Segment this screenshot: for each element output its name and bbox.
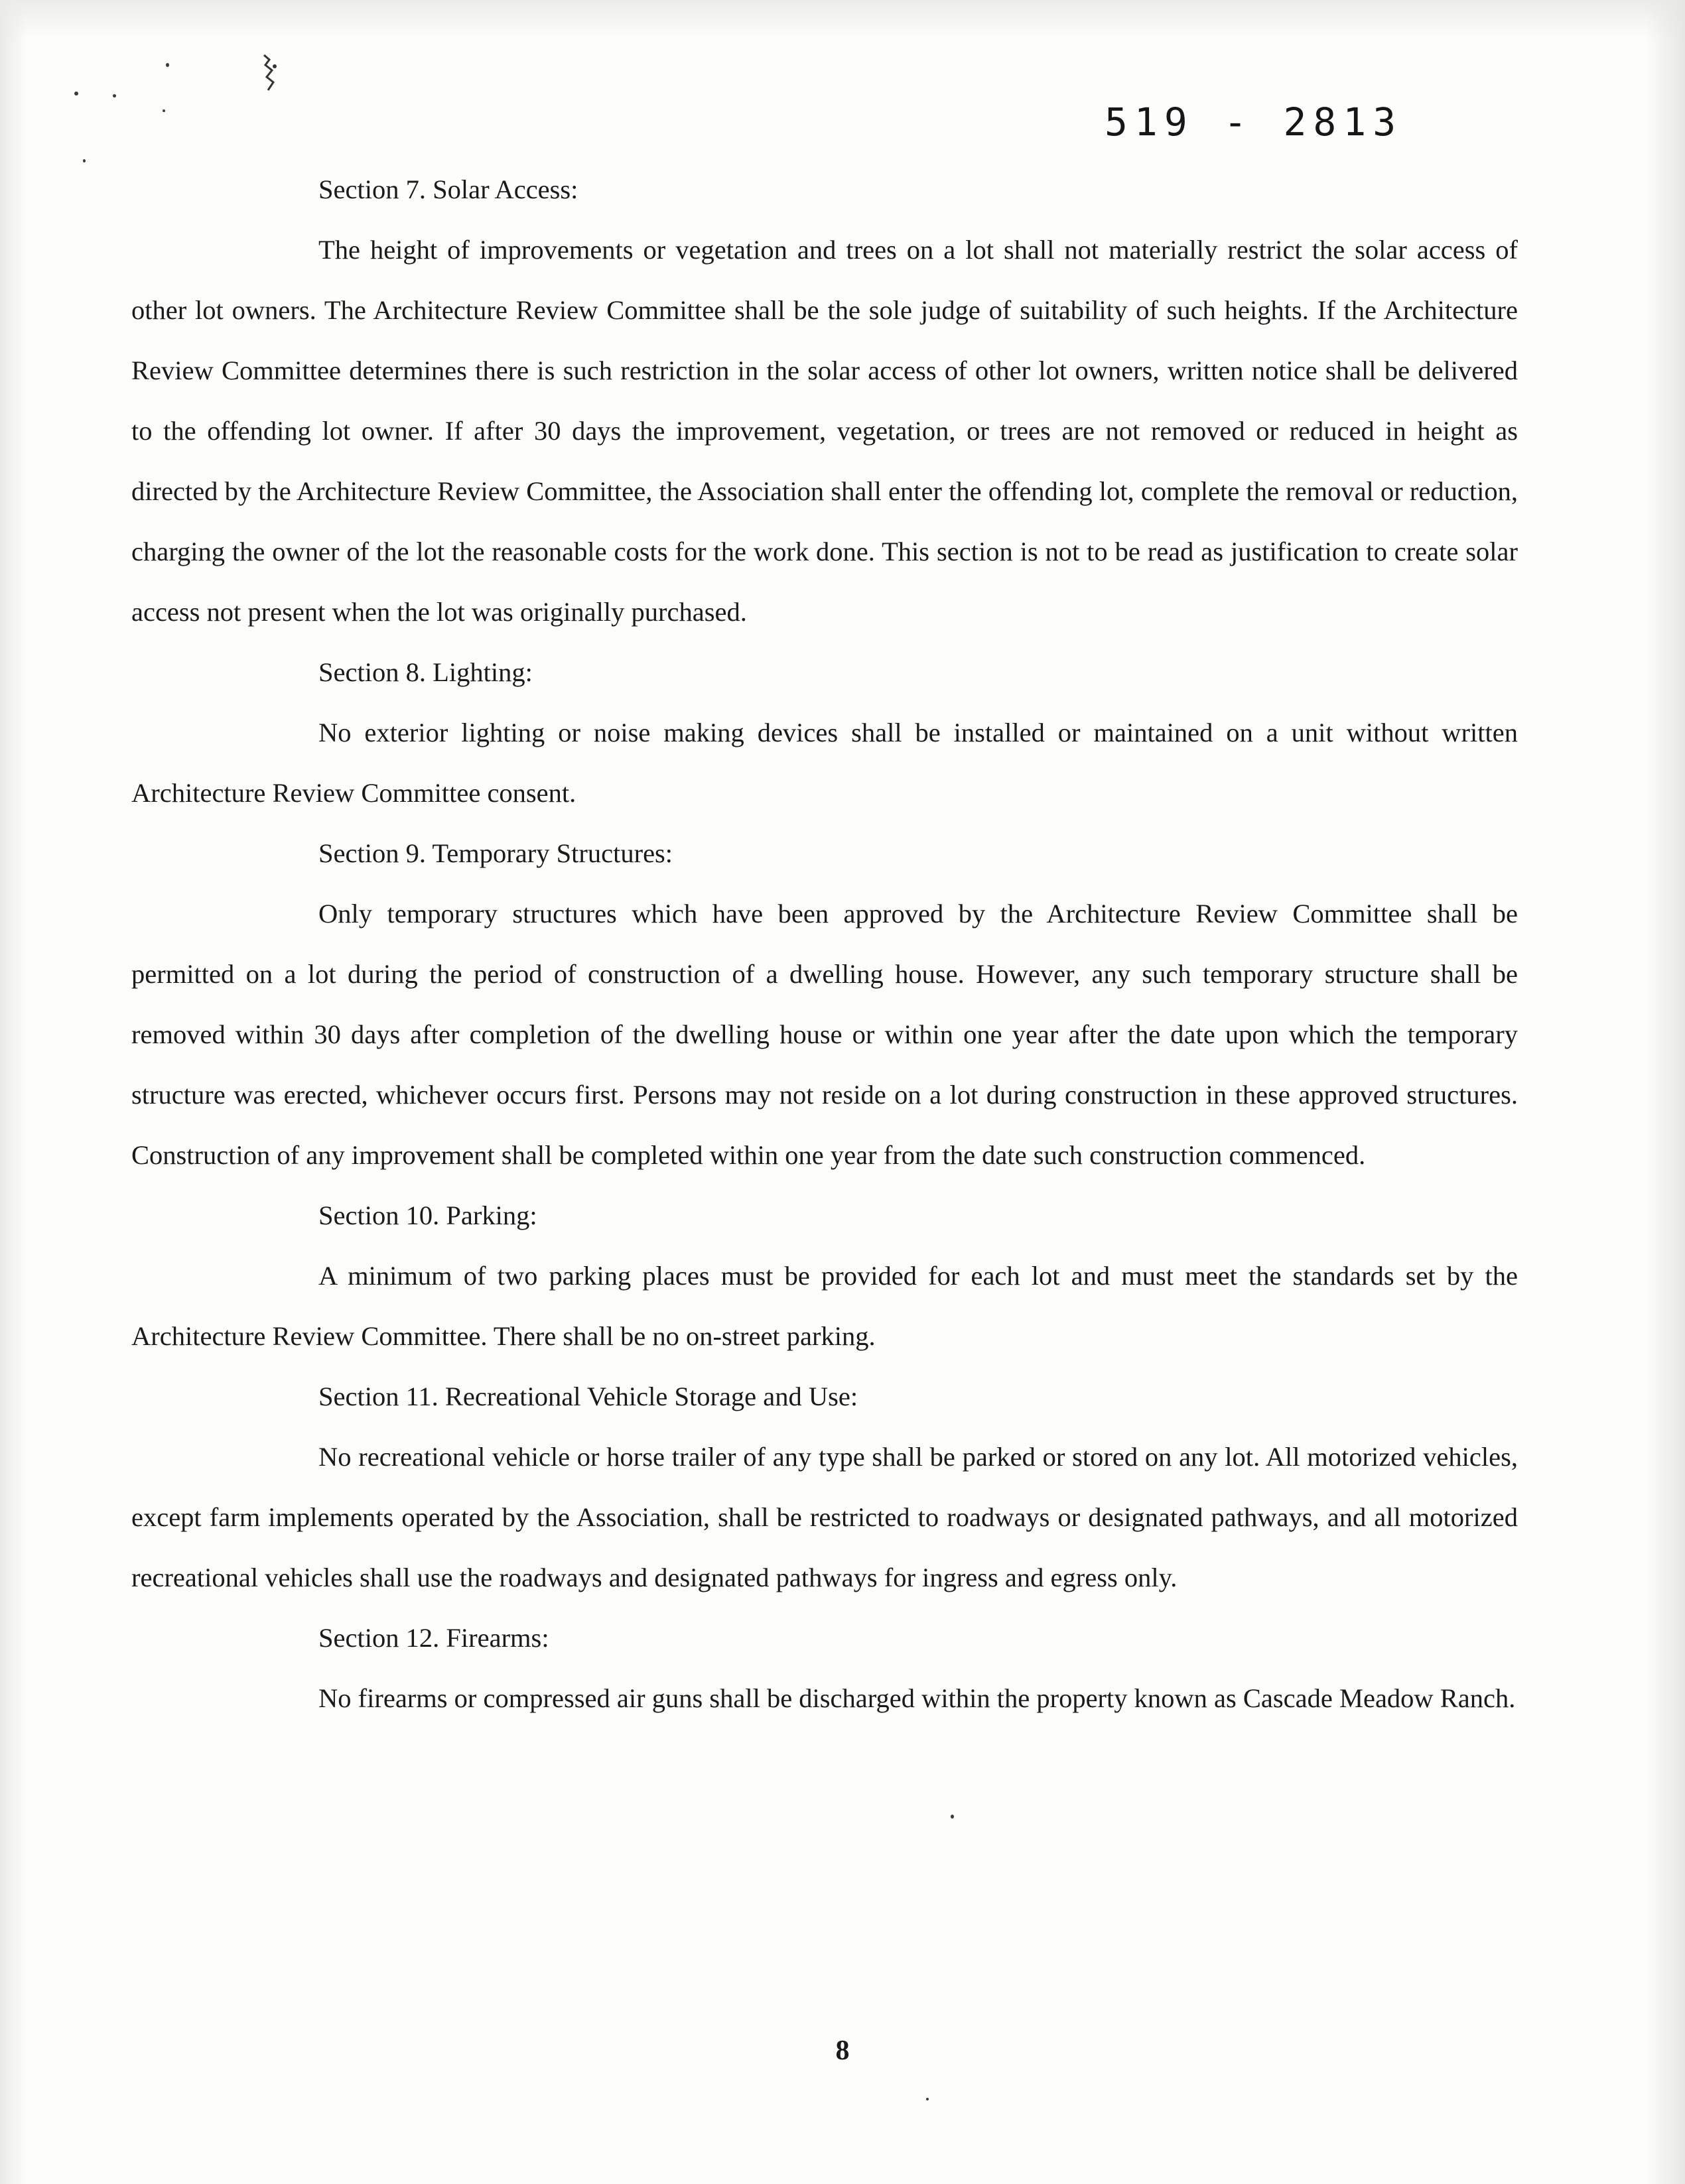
scan-edge-top — [0, 0, 1685, 40]
scan-speck — [926, 2098, 929, 2100]
section-text: No recreational vehicle or horse trailer of any type shall be parked or stored on any lot. All motorized vehicles, except farm implements operated by the Association, shall be restricted to roadways or designated pathways, and all motorized recreational vehicles shall use the roadways and designated pathways for ingress and egress only. — [131, 1442, 1518, 1592]
scan-speck — [951, 1815, 954, 1819]
scan-speck — [113, 94, 116, 97]
scan-speck — [83, 159, 86, 162]
section-text: The height of improvements or vegetation and trees on a lot shall not materially restrict the solar access of other lot owners. The Architecture Review Committee shall be the sole judge of suitability of such heights. If the Architecture Review Committee determines there is such restriction in the solar access of other lot owners, written notice shall be delivered to the offending lot owner. If after 30 days the improvement, vegetation, or trees are not removed or reduced in height as directed by the Architecture Review Committee, the Association shall enter the offending lot, complete the removal or reduction, charging the owner of the lot the reasonable costs for the work done. This section is not to be read as justification to create solar access not present when the lot was originally purchased. — [131, 235, 1518, 627]
scan-edge-right — [1645, 0, 1685, 2184]
section-heading: Section 9. Temporary Structures: — [318, 838, 673, 868]
section-text: Only temporary structures which have been approved by the Architecture Review Committee shall be permitted on a lot during the period of construction of a dwelling house. However, any such temporary structure shall be removed within 30 days after completion of the dwelling house or within one year after the date upon which the temporary structure was erected, whichever occurs first. Persons may not reside on a lot during construction in these approved structures. Construction of any improvement shall be completed within one year from the date such construction commenced. — [131, 899, 1518, 1170]
section-heading: Section 7. Solar Access: — [318, 174, 578, 204]
document-number: 519 - 2813 — [1105, 99, 1403, 145]
document-body — [131, 159, 1518, 1728]
scan-mark-icon — [257, 52, 284, 98]
section-text: No exterior lighting or noise making devices shall be installed or maintained on a unit without written Architecture Review Committee consent. — [131, 718, 1518, 808]
scan-speck — [163, 109, 165, 112]
section-heading: Section 12. Firearms: — [318, 1623, 549, 1653]
section-heading: Section 8. Lighting: — [318, 657, 533, 687]
page-number: 8 — [835, 2035, 850, 2066]
section-heading: Section 11. Recreational Vehicle Storage and Use: — [318, 1381, 858, 1411]
section-heading: Section 10. Parking: — [318, 1200, 537, 1230]
scan-edge-left — [0, 0, 27, 2184]
scan-speck — [74, 92, 78, 96]
section-text: A minimum of two parking places must be provided for each lot and must meet the standards set by the Architecture Review Committee. There shall be no on-street parking. — [131, 1261, 1518, 1351]
scan-speck — [166, 63, 169, 67]
section-text: No firearms or compressed air guns shall be discharged within the property known as Cascade Meadow Ranch. — [318, 1683, 1516, 1713]
